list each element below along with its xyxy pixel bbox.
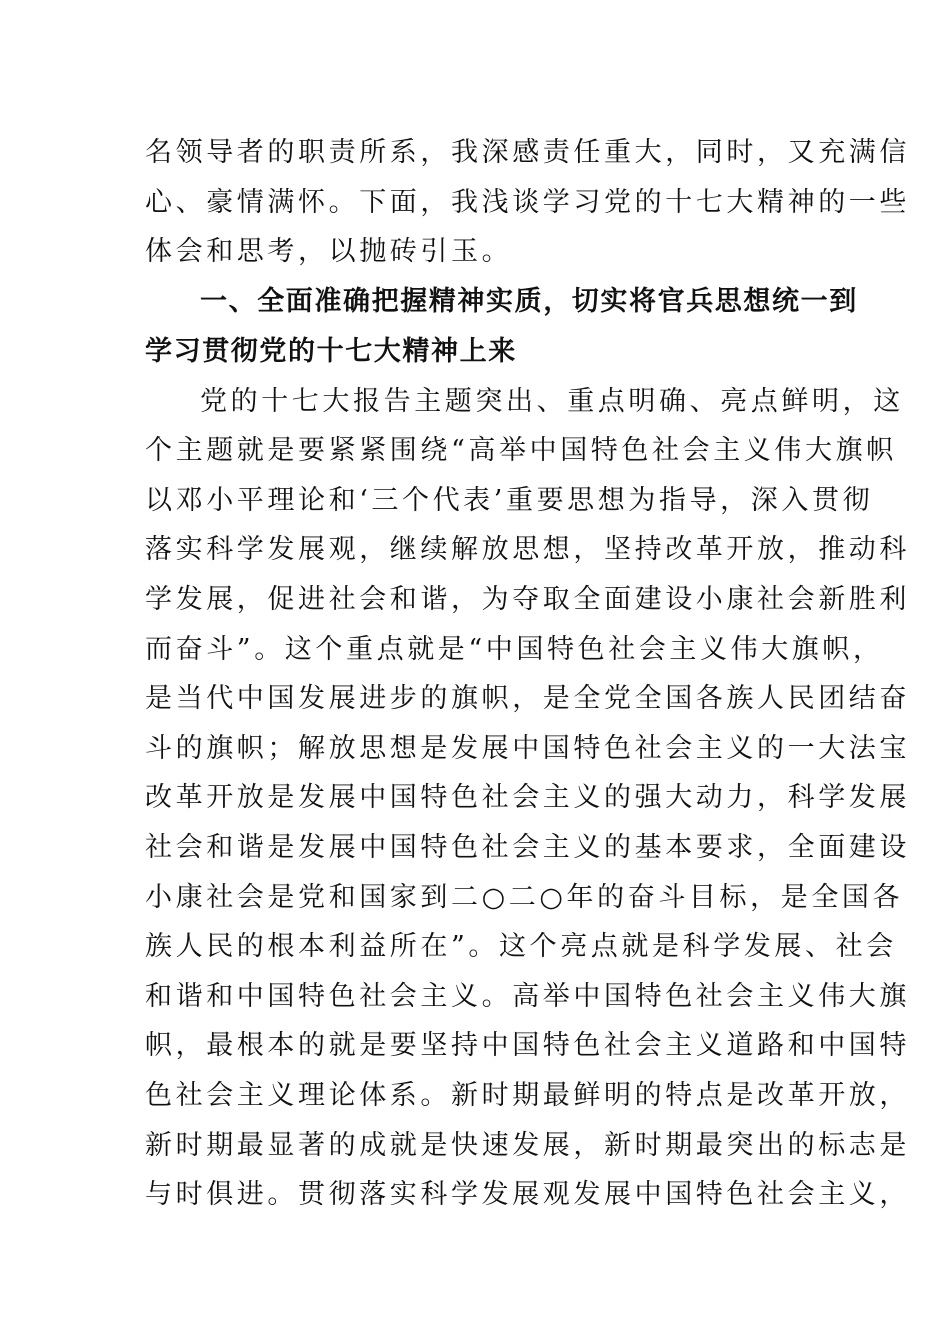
section-heading-line: 一、全面准确把握精神实质，切实将官兵思想统一到 xyxy=(200,286,858,317)
section-heading-line: 学习贯彻党的十七大精神上来 xyxy=(145,336,517,367)
body-text-line: 个主题就是要紧紧围绕“高举中国特色社会主义伟大旗帜 xyxy=(145,435,897,466)
body-text-line: 落实科学发展观，继续解放思想，坚持改革开放，推动科 xyxy=(145,534,910,565)
body-text-line: 斗的旗帜；解放思想是发展中国特色社会主义的一大法宝 xyxy=(145,733,910,764)
body-text-line: 而奋斗”。这个重点就是“中国特色社会主义伟大旗帜， xyxy=(145,634,884,665)
body-text-line: 体会和思考，以抛砖引玉。 xyxy=(145,236,513,267)
body-text-line: 色社会主义理论体系。新时期最鲜明的特点是改革开放， xyxy=(145,1080,910,1111)
body-text-line: 是当代中国发展进步的旗帜，是全党全国各族人民团结奋 xyxy=(145,683,910,714)
body-text-line: 学发展，促进社会和谐，为夺取全面建设小康社会新胜利 xyxy=(145,584,910,615)
body-text-line: 以邓小平理论和‘三个代表’重要思想为指导，深入贯彻 xyxy=(145,485,874,516)
body-text-line: 心、豪情满怀。下面，我浅谈学习党的十七大精神的一些 xyxy=(145,187,910,218)
body-text-line: 族人民的根本利益所在”。这个亮点就是科学发展、社会 xyxy=(145,931,897,962)
body-text-line: 党的十七大报告主题突出、重点明确、亮点鲜明，这 xyxy=(200,386,904,417)
body-text-line: 改革开放是发展中国特色社会主义的强大动力，科学发展 xyxy=(145,782,910,813)
body-text-line: 名领导者的职责所系，我深感责任重大，同时，又充满信 xyxy=(145,137,910,168)
body-text-line: 帜，最根本的就是要坚持中国特色社会主义道路和中国特 xyxy=(145,1030,910,1061)
body-text-line: 社会和谐是发展中国特色社会主义的基本要求，全面建设 xyxy=(145,832,910,863)
body-text-line: 与时俱进。贯彻落实科学发展观发展中国特色社会主义， xyxy=(145,1179,910,1210)
body-text-line: 新时期最显著的成就是快速发展，新时期最突出的标志是 xyxy=(145,1130,910,1161)
body-text-line: 和谐和中国特色社会主义。高举中国特色社会主义伟大旗 xyxy=(145,981,910,1012)
body-text-line: 小康社会是党和国家到二○二○年的奋斗目标，是全国各 xyxy=(145,882,904,913)
